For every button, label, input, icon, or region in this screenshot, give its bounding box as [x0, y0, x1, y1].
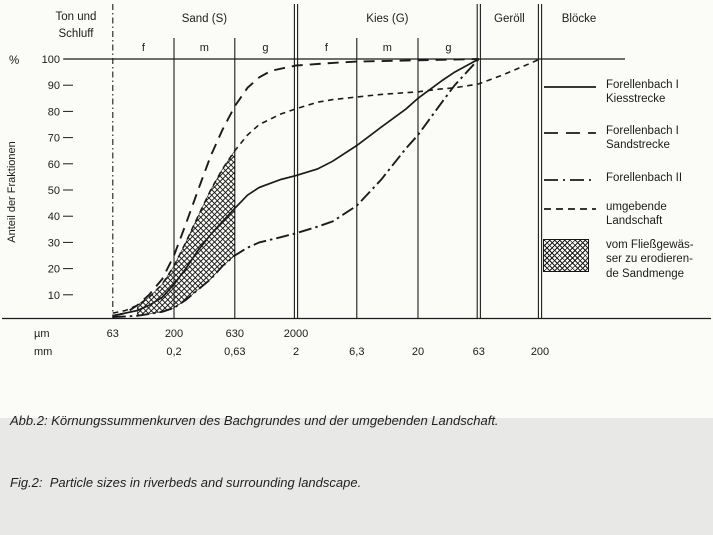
legend-item-kiesstrecke — [543, 78, 679, 107]
y-tick-label-100: 100 — [41, 54, 60, 66]
x-label-mm-20: 20 — [411, 346, 425, 358]
legend-item-landschaft — [543, 200, 667, 229]
y-tick-label-90: 90 — [47, 80, 60, 93]
chart-legend — [543, 72, 713, 302]
header-sand-sub-g: g — [262, 42, 269, 54]
x-axis-unit-mm: mm — [34, 346, 53, 358]
x-label-mm-63: 63 — [472, 346, 485, 358]
legend-swatch-short-dash-icon — [543, 200, 597, 220]
header-ton-schluff: Schluff — [58, 28, 94, 40]
y-tick-label-50: 50 — [47, 185, 60, 197]
legend-label-erosion-area: vom Fließgewäs- ser zu erodieren- de Sandmenge — [606, 239, 694, 280]
y-tick-label-40: 40 — [47, 211, 60, 224]
legend-label-landschaft: umgebende Landschaft — [606, 201, 667, 228]
header-kies-sub-g: g — [445, 42, 452, 54]
x-label-um-63: 63 — [106, 328, 119, 340]
header-kies-sub-f: f — [324, 42, 328, 54]
y-tick-label-80: 80 — [47, 106, 60, 119]
x-label-mm-0,63: 0,63 — [224, 346, 246, 358]
header-sand-sub-f: f — [141, 42, 145, 54]
legend-item-forellenbach-2 — [543, 171, 682, 191]
caption-german: Abb.2: Körnungssummenkurven des Bachgrundes und der umgebenden Landschaft. — [10, 412, 499, 428]
legend-swatch-solid-icon — [543, 78, 597, 98]
x-label-um-2000: 2000 — [283, 328, 309, 340]
header-kies: Kies (G) — [366, 13, 409, 25]
x-label-um-630: 630 — [225, 328, 244, 340]
header-bloecke: Blöcke — [561, 13, 597, 25]
erodible-sand-area — [137, 151, 235, 316]
y-axis-unit: % — [9, 55, 20, 67]
header-kies-sub-m: m — [382, 42, 392, 54]
legend-swatch-hatch-icon — [543, 238, 597, 272]
caption-english: Fig.2: Particle sizes in riverbeds and surrounding landscape. — [10, 474, 362, 490]
header-ton-schluff: Ton und — [55, 11, 97, 23]
y-tick-label-70: 70 — [47, 132, 60, 145]
header-sand-sub-m: m — [199, 42, 209, 54]
y-tick-label-30: 30 — [47, 237, 60, 250]
legend-swatch-dash-dot-icon — [543, 171, 597, 191]
legend-item-sandstrecke — [543, 124, 679, 153]
x-label-mm-6,3: 6,3 — [349, 346, 365, 358]
x-label-mm-0,2: 0,2 — [166, 346, 182, 358]
y-tick-label-20: 20 — [47, 263, 60, 276]
header-sand: Sand (S) — [181, 13, 228, 25]
legend-label-forellenbach-2: Forellenbach II — [606, 172, 683, 184]
x-axis-unit-um: µm — [34, 328, 50, 340]
legend-label-kiesstrecke: Forellenbach I Kiesstrecke — [606, 79, 679, 106]
x-label-um-200: 200 — [164, 328, 184, 340]
figure-caption — [10, 369, 705, 535]
legend-item-erosion-area — [543, 238, 694, 281]
y-tick-label-60: 60 — [47, 158, 60, 171]
header-geroell: Geröll — [494, 13, 525, 25]
legend-label-sandstrecke: Forellenbach I Sandstrecke — [606, 125, 679, 152]
y-tick-label-10: 10 — [47, 289, 60, 302]
y-axis-title: Anteil der Fraktionen — [6, 141, 18, 243]
x-label-mm-2: 2 — [292, 346, 300, 358]
legend-swatch-long-dash-icon — [543, 124, 597, 144]
crosshatch-swatch-icon — [543, 239, 589, 272]
x-label-mm-200: 200 — [530, 346, 550, 358]
